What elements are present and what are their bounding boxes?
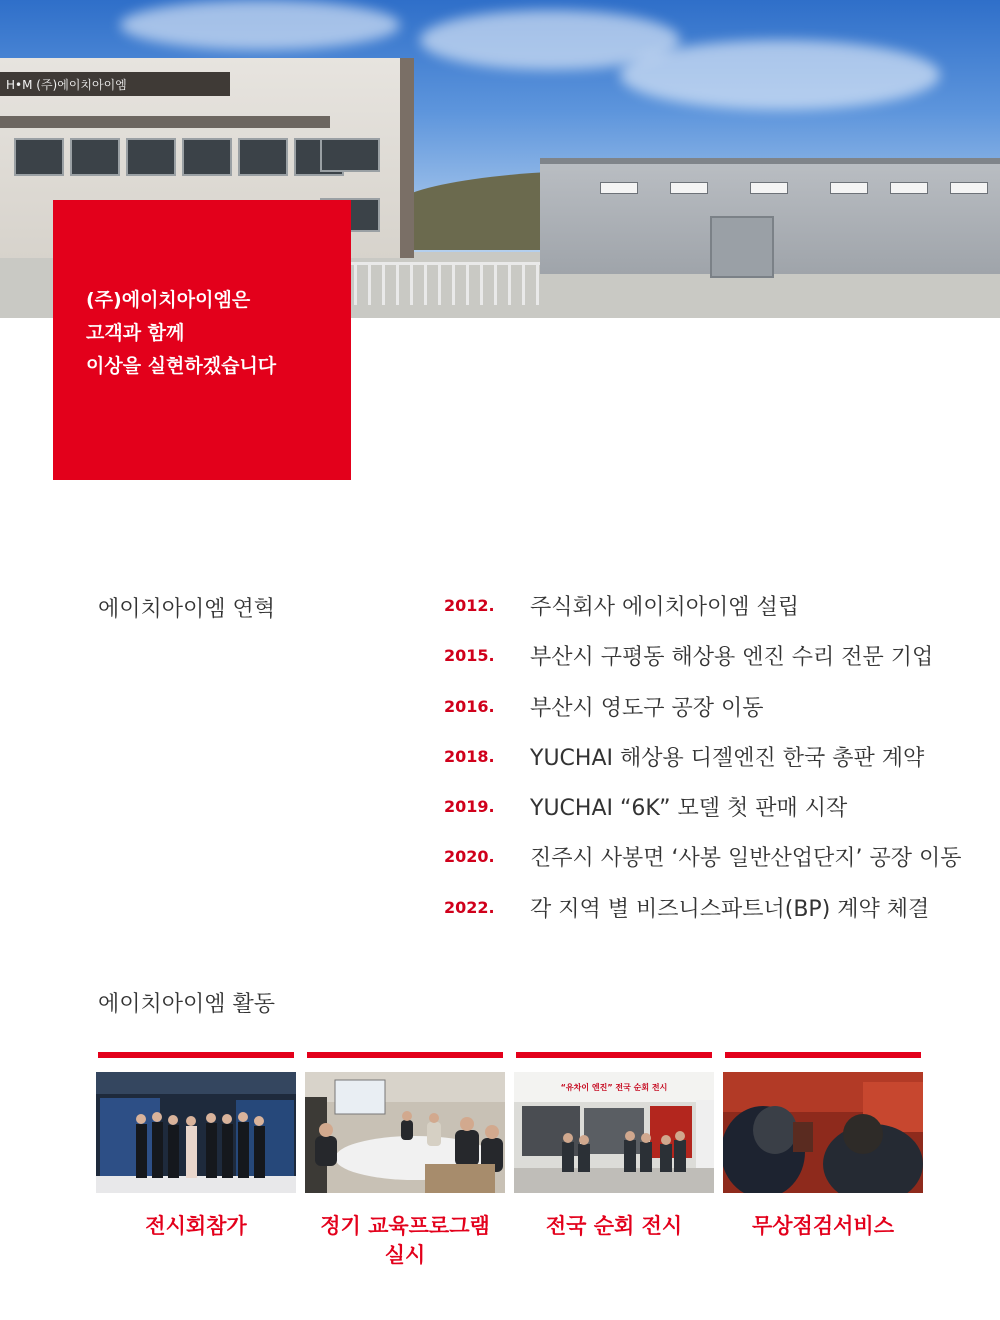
history-event: YUCHAI “6K” 모델 첫 판매 시작 [530,796,848,822]
activity-divider [307,1052,503,1058]
slogan-line-2: 고객과 함께 [86,322,185,344]
history-year: 2020. [444,847,495,867]
history-item [444,741,994,791]
exhibition-photo [96,1072,296,1193]
building-sign [0,72,230,96]
history-year: 2018. [444,746,495,766]
cloud [120,0,400,50]
cloud [620,40,940,110]
history-event: 주식회사 에이치아이엠 설립 [530,595,800,620]
activity-divider [516,1052,712,1058]
history-item [444,691,994,741]
factory-warehouse [540,158,1000,274]
building-sign-text: H•M (주)에이치아이엠 [6,78,127,92]
activity-label: 전국 순회 전시 [545,1214,683,1238]
history-event: 각 지역 별 비즈니스파트너(BP) 계약 체결 [530,896,930,922]
slogan-text [86,284,276,383]
history-event: 부산시 구평동 해상용 엔진 수리 전문 기업 [530,645,934,671]
history-item [444,892,994,942]
slogan-box [53,200,351,480]
inspection-photo [723,1072,923,1193]
history-item [444,640,994,690]
history-event: 부산시 영도구 공장 이동 [530,695,764,721]
history-year: 2016. [444,696,495,716]
history-year: 2015. [444,646,495,666]
activity-label: 무상점검서비스 [751,1214,894,1238]
activity-label: 정기 교육프로그램 실시 [320,1214,490,1267]
history-event: 진주시 사봉면 ‘사봉 일반산업단지’ 공장 이동 [530,846,962,872]
history-item [444,841,994,891]
history-year: 2012. [444,596,495,615]
history-title: 에이치아이엠 연혁 [98,597,276,622]
education-photo [305,1072,505,1193]
activity-divider [98,1052,294,1058]
fence [340,262,540,305]
activity-label: 전시회참가 [145,1214,247,1238]
history-list [444,590,994,942]
history-item [444,590,994,640]
history-year: 2019. [444,797,495,817]
activity-divider [725,1052,921,1058]
activities-title: 에이치아이엠 활동 [98,992,276,1017]
slogan-line-1: (주)에이치아이엠은 [86,289,251,311]
tour-banner-text: “유차이 엔진” 전국 순회 전시 [560,1083,668,1092]
tour-exhibition-photo [514,1072,714,1193]
history-item [444,791,994,841]
history-year: 2022. [444,897,495,917]
slogan-line-3: 이상을 실현하겠습니다 [86,355,277,377]
history-event: YUCHAI 해상용 디젤엔진 한국 총판 계약 [530,745,925,771]
